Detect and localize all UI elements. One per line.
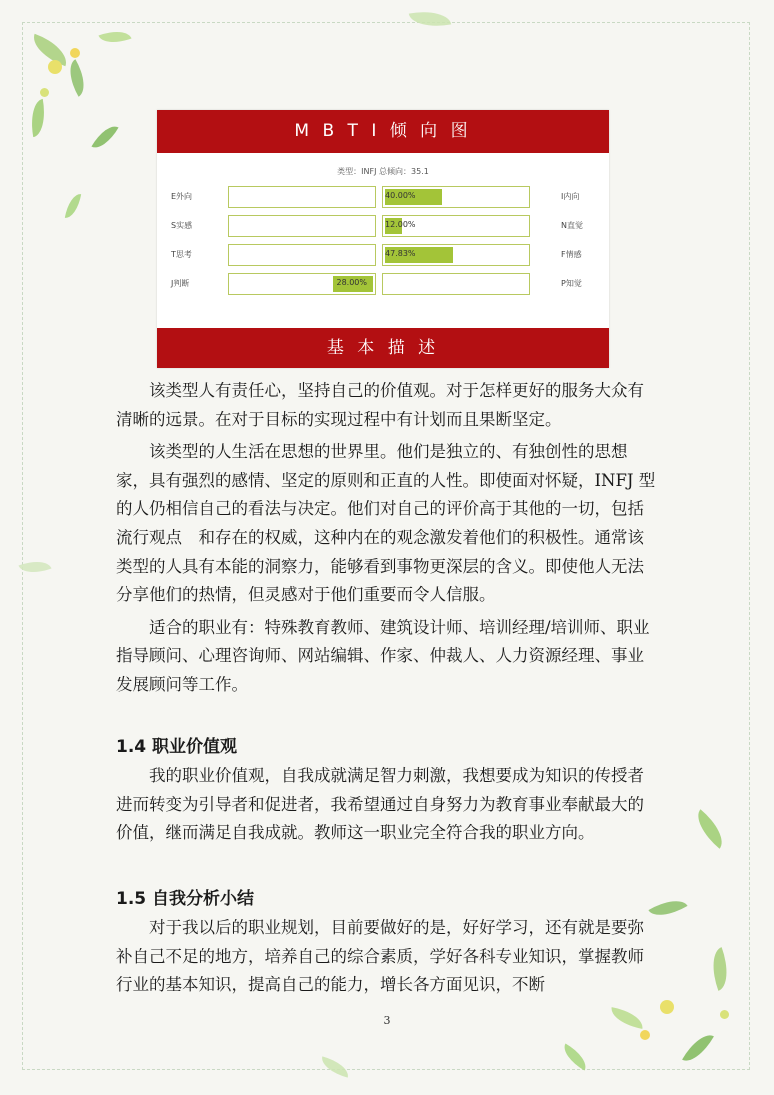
row-right-label: F情感	[561, 250, 582, 259]
bar-value-label: 40.00%	[385, 191, 416, 200]
bar-left-box	[228, 244, 376, 266]
paragraph: 适合的职业有：特殊教育教师、建筑设计师、培训经理/培训师、职业指导顾问、心理咨询师、网站编辑、作家、仲裁人、人力资源经理、事业发展顾问等工作。	[116, 617, 650, 694]
mbti-row-ei	[157, 186, 609, 208]
bar-left-box	[228, 273, 376, 295]
chart-type-line: 类型：INFJ 总倾向：35.1	[337, 167, 429, 176]
paragraph: 对于我以后的职业规划，目前要做好的是，好好学习，还有就是要弥补自己不足的地方，培养自己的综合素质，学好各科专业知识，掌握教师行业的基本知识，提高自己的能力，增长各方面见识，不断	[116, 918, 644, 995]
description-section	[116, 377, 658, 704]
self-analysis-section	[116, 914, 658, 1004]
chart-title: M B T I 倾 向 图	[157, 110, 609, 153]
mbti-row-sn	[157, 215, 609, 237]
paragraph: 该类型的人生活在思想的世界里。他们是独立的、有独创性的思想家，具有强烈的感情、坚定的原则和正直的人性。即使面对怀疑，INFJ 型的人仍相信自己的看法与决定。他们对自己的评价高于其他的一切，包括流行观点 和存在的权威，这种内在的观念激发着他们的积极性。通常该类型的人具有本能的洞察力，能够看到事物更深层的含义。即使他人无法分享他们的热情，但灵感对于他们重要而令人信服。	[116, 442, 656, 605]
bar-right-box	[382, 186, 530, 208]
row-left-label: E外向	[171, 192, 193, 201]
career-values-section	[116, 762, 658, 852]
bar-value-label: 47.83%	[385, 249, 416, 258]
row-left-label: T思考	[171, 250, 192, 259]
bar-value-label: 12.00%	[385, 220, 416, 229]
bar-left-box	[228, 215, 376, 237]
row-right-label: I内向	[561, 192, 580, 201]
mbti-chart	[157, 110, 609, 368]
bar-right-box	[382, 244, 530, 266]
mbti-row-jp	[157, 273, 609, 295]
paragraph: 我的职业价值观，自我成就满足智力刺激，我想要成为知识的传授者进而转变为引导者和促进者，我希望通过自身努力为教育事业奉献最大的价值，继而满足自我成就。教师这一职业完全符合我的职业方向。	[116, 766, 644, 843]
row-right-label: N直觉	[561, 221, 583, 230]
row-left-label: J判断	[171, 279, 190, 288]
bar-right-box	[382, 215, 530, 237]
row-left-label: S实感	[171, 221, 193, 230]
row-right-label: P知觉	[561, 279, 582, 288]
paragraph: 该类型人有责任心，坚持自己的价值观。对于怎样更好的服务大众有清晰的远景。在对于目标的实现过程中有计划而且果断坚定。	[116, 381, 644, 429]
chart-footer: 基 本 描 述	[157, 328, 609, 368]
bar-left-box	[228, 186, 376, 208]
page-number: 3	[383, 1014, 391, 1027]
bar-value-label: 28.00%	[336, 278, 367, 287]
bar-right-box	[382, 273, 530, 295]
section-heading: 1.5 自我分析小结	[116, 889, 255, 909]
mbti-row-tf	[157, 244, 609, 266]
section-heading: 1.4 职业价值观	[116, 737, 238, 757]
